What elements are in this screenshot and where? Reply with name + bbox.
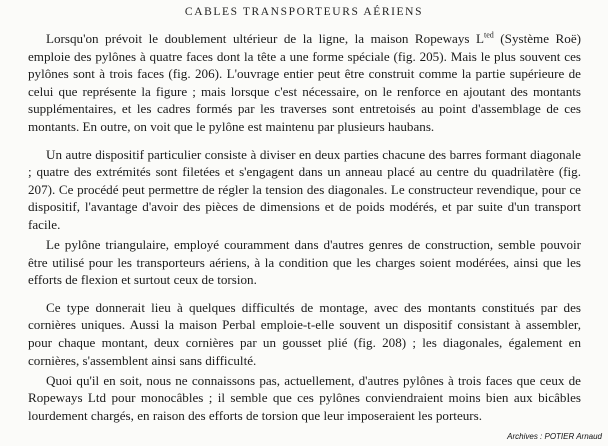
paragraph-5: Quoi qu'il en soit, nous ne connaissons pas, actuellement, d'autres pylônes à trois faces que ceux de Ropeways Ltd pour monocâbles ; il semble que ces pylônes conviendraient moins bien aux bicâbles lourdement chargés, en raison des efforts de torsion que leur imposeraient les porteurs. (28, 372, 581, 423)
paragraph-1-text-start: Lorsqu'on prévoit le doublement ultérieur de la ligne, la maison Ropeways L (46, 31, 484, 46)
paragraph-4: Ce type donnerait lieu à quelques difficultés de montage, avec des montants constitués par des cornières uniques. Aussi la maison Perbal emploie-t-elle souvent un dispositif consistant à assembler, pour chaque montant, deux cornières par un gousset plié (fig. 208) ; les diagonales, également en cornières, s'assemblent ainsi sans difficulté. (28, 299, 581, 368)
paragraph-1-superscript: ted (484, 30, 494, 40)
paragraph-2: Un autre dispositif particulier consiste à diviser en deux parties chacune des barres formant diagonale ; quatre des extrémités sont filetées et s'engagent dans un anneau placé au centre du quadrilatère (fig. 207). Ce procédé peut permettre de régler la tension des diagonales. Le constructeur revendique, pour ce dispositif, l'avantage d'avoir des pièces de dimensions et de poids modérés, et par suite d'un transport facile. (28, 146, 581, 232)
paragraph-1-text-end: (Système Roë) emploie des pylônes à quatre faces dont la tête a une forme spéciale (fig. 205). Mais le plus souvent ces pylônes sont à trois faces (fig. 206). L'ouvrage entier peut être construit comme la partie supérieure de celui que représente la figure ; mais lorsque c'est nécessaire, on le renforce en ajoutant des montants supplémentaires, et les cadres formés par les traverses sont entretoisés au point d'assemblage de ces montants. En outre, on voit que le pylône est maintenu par plusieurs haubans. (28, 31, 581, 134)
paragraph-1 (28, 30, 581, 136)
document-body (28, 30, 581, 424)
archive-credit: Archives : POTIER Arnaud (507, 432, 602, 441)
paragraph-3: Le pylône triangulaire, employé couramment dans d'autres genres de construction, semble pouvoir être utilisé pour les transporteurs aériens, à la condition que les charges soient modérées, ainsi que les efforts de flexion et surtout ceux de torsion. (28, 237, 581, 288)
page-header: CABLES TRANSPORTEURS AÉRIENS (184, 6, 424, 18)
